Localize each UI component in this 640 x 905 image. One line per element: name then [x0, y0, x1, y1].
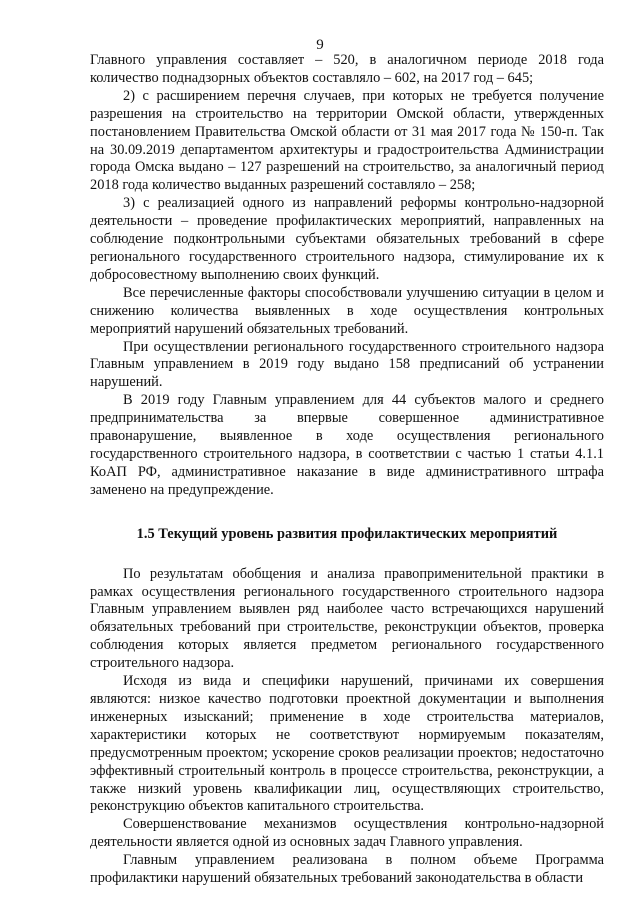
paragraph: Все перечисленные факторы способствовали улучшению ситуации в целом и снижению количества выявленных в ходе осуществления контрольных мероприятий нарушений обязательных требований.: [90, 284, 604, 337]
paragraph: 3) с реализацией одного из направлений реформы контрольно-надзорной деятельности – проведение профилактических мероприятий, направленных на соблюдение подконтрольными субъектами обязательных требований в сфере регионального государственного строительного надзора, стимулирование их к добросовестному выполнению своих функций.: [90, 195, 604, 283]
paragraph: По результатам обобщения и анализа правоприменительной практики в рамках осуществления регионального государственного строительного надзора Главным управлением выявлен ряд наиболее часто встречающихся нарушений обязательных требований при строительстве, реконструкции объектов, проверка соблюдения которых является предметом регионального государственного строительного надзора.: [90, 565, 604, 672]
document-body: [90, 52, 604, 888]
paragraph: Исходя из вида и специфики нарушений, причинами их совершения являются: низкое качество подготовки проектной документации и выполнения инженерных изысканий; применение в ходе строительства материалов, характеристики которых не соответствуют нормируемым показателям, предусмотренным проектом; ускорение сроков реализации проектов; недостаточно эффективный строительный контроль в процессе строительства, реконструкции, а также низкий уровень квалификации лиц, осуществляющих строительство, реконструкцию объектов капитального строительства.: [90, 673, 604, 815]
paragraph: 2) с расширением перечня случаев, при которых не требуется получение разрешения на строительство на территории Омской области, утвержденных постановлением Правительства Омской области от 31 мая 2017 года № 150-п. Так на 30.09.2019 департаментом архитектуры и градостроительства Администрации города Омска выдано – 127 разрешений на строительство, за аналогичный период 2018 года количество выданных разрешений составляло – 258;: [90, 87, 604, 194]
paragraph: В 2019 году Главным управлением для 44 субъектов малого и среднего предпринимательства за впервые совершенное административное правонарушение, выявленное в ходе осуществления регионального государственного строительного надзора, в соответствии с частью 1 статьи 4.1.1 КоАП РФ, административное наказание в виде административного штрафа заменено на предупреждение.: [90, 392, 604, 498]
paragraph: Главного управления составляет – 520, в аналогичном периоде 2018 года количество поднадзорных объектов составляло – 602, на 2017 год – 645;: [90, 52, 604, 86]
paragraph: При осуществлении регионального государственного строительного надзора Главным управлением в 2019 году выдано 158 предписаний об устранении нарушений.: [90, 338, 604, 391]
section-heading: 1.5 Текущий уровень развития профилактических мероприятий: [136, 525, 558, 542]
paragraph: Главным управлением реализована в полном объеме Программа профилактики нарушений обязательных требований законодательства в области: [90, 852, 604, 887]
page-number: 9: [316, 37, 324, 53]
paragraph: Совершенствование механизмов осуществления контрольно-надзорной деятельности является одной из основных задач Главного управления.: [90, 816, 604, 851]
